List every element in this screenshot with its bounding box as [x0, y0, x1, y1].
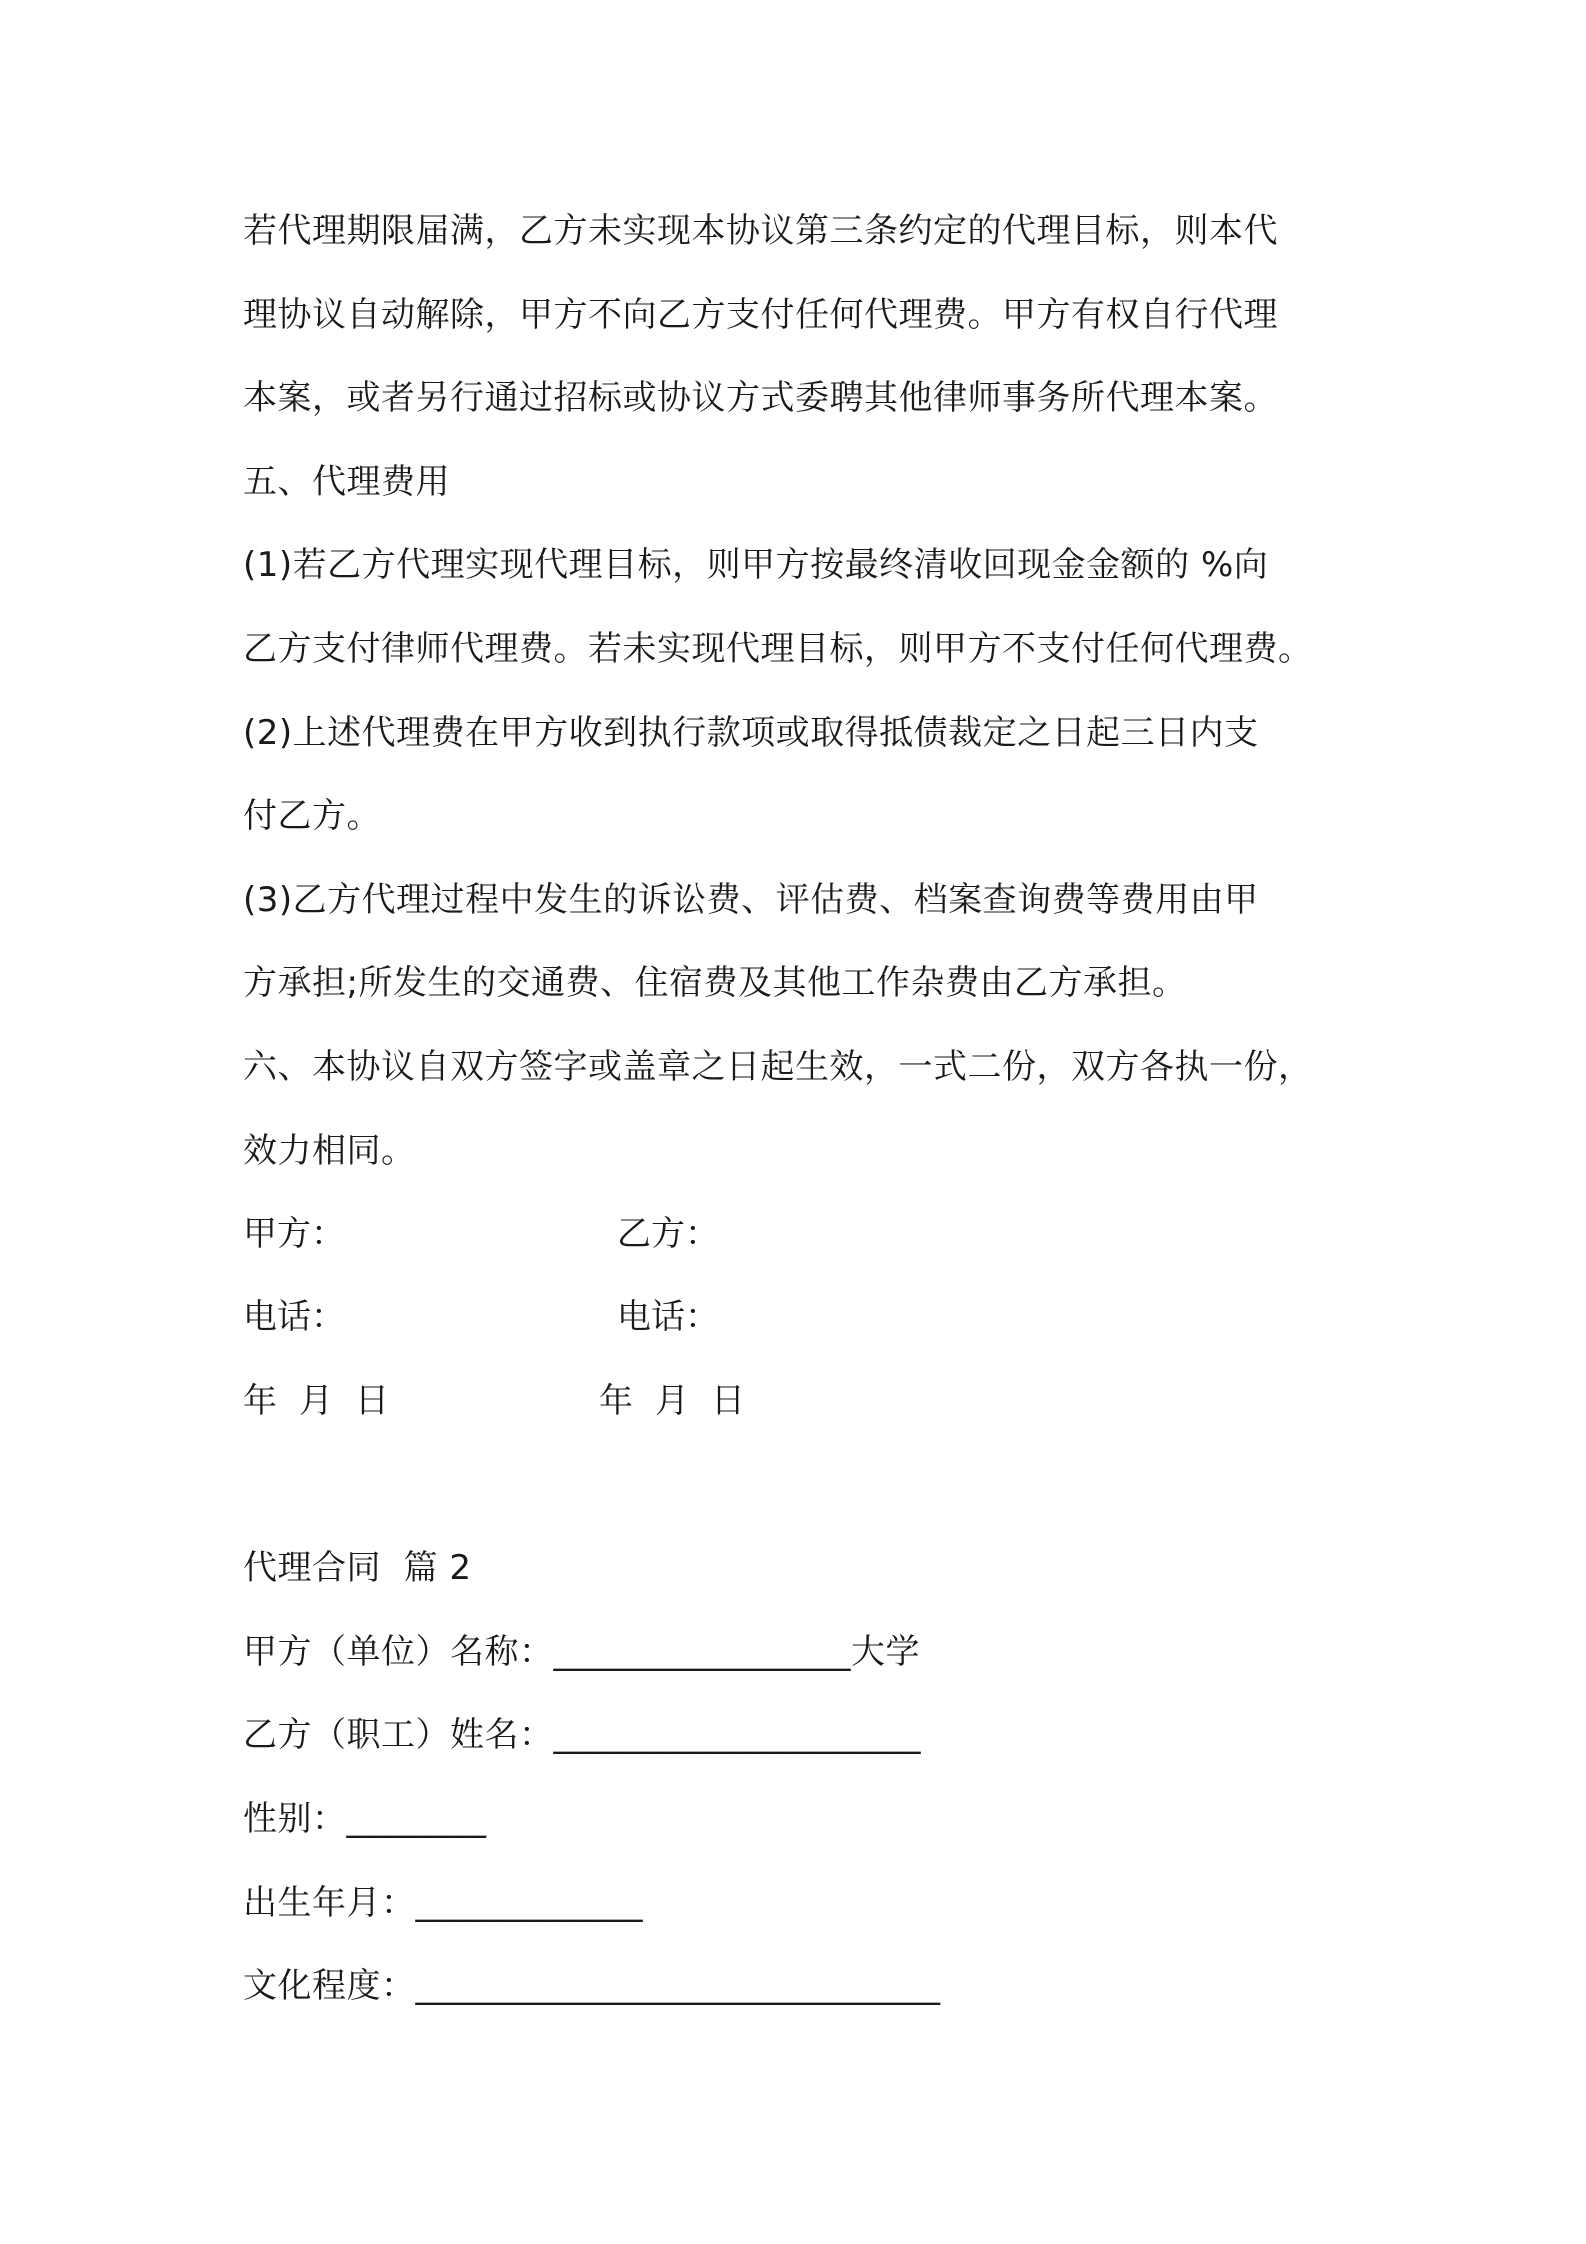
intro-line-1: 若代理期限届满，乙方未实现本协议第三条约定的代理目标，则本代 [243, 211, 1278, 251]
section-6-line-2: 效力相同。 [243, 1131, 416, 1171]
clause-2-line-1: (2)上述代理费在甲方收到执行款项或取得抵债裁定之日起三日内支 [243, 713, 1259, 753]
date-b-year: 年 [599, 1381, 633, 1421]
phone-b-label: 电话： [617, 1297, 719, 1337]
date-b-month: 月 [655, 1381, 689, 1421]
section-5-heading: 五、代理费用 [243, 462, 450, 502]
party-b-label: 乙方： [617, 1214, 719, 1254]
gender-line: 性别：________ [243, 1799, 487, 1839]
date-a-year: 年 [243, 1381, 277, 1421]
date-a-day: 日 [355, 1381, 389, 1421]
employee-name-line: 乙方（职工）姓名：_____________________ [243, 1715, 921, 1755]
intro-line-3: 本案，或者另行通过招标或协议方式委聘其他律师事务所代理本案。 [243, 378, 1278, 418]
clause-2-line-2: 付乙方。 [243, 796, 381, 836]
employer-name-line: 甲方（单位）名称：_________________大学 [243, 1632, 920, 1672]
date-a [243, 1381, 411, 1421]
clause-1-line-2: 乙方支付律师代理费。若未实现代理目标，则甲方不支付任何代理费。 [243, 629, 1313, 669]
clause-3-line-1: (3)乙方代理过程中发生的诉讼费、评估费、档案查询费等费用由甲 [243, 880, 1259, 920]
date-a-month: 月 [299, 1381, 333, 1421]
clause-3-line-2: 方承担;所发生的交通费、住宿费及其他工作杂费由乙方承担。 [243, 963, 1187, 1003]
clause-1-line-1: (1)若乙方代理实现代理目标，则甲方按最终清收回现金金额的 %向 [243, 545, 1269, 585]
party-a-label: 甲方： [243, 1214, 345, 1254]
contract-2-title: 代理合同 篇 2 [243, 1548, 472, 1588]
education-line: 文化程度：______________________________ [243, 1966, 941, 2006]
birth-line: 出生年月：_____________ [243, 1883, 643, 1923]
date-b-day: 日 [711, 1381, 745, 1421]
intro-line-2: 理协议自动解除，甲方不向乙方支付任何代理费。甲方有权自行代理 [243, 295, 1278, 335]
date-b [599, 1381, 767, 1421]
phone-a-label: 电话： [243, 1297, 345, 1337]
section-6-line-1: 六、本协议自双方签字或盖章之日起生效，一式二份，双方各执一份， [243, 1047, 1313, 1087]
